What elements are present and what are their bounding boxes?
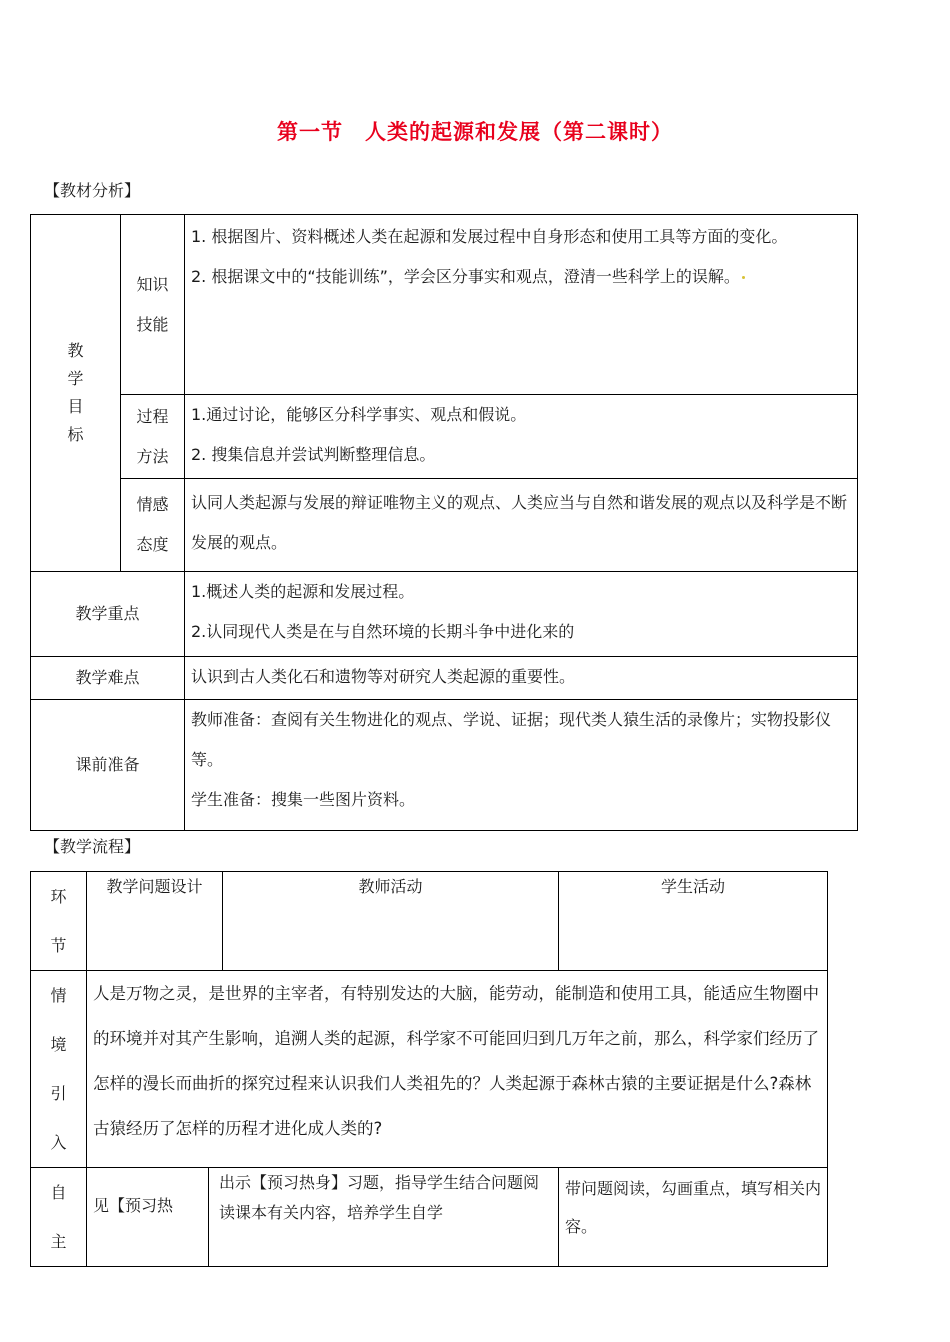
key-label: 教学重点 [31,572,185,657]
flow-table [30,871,828,1267]
prep-item: 学生准备：搜集一些图片资料。 [191,790,416,809]
intro-label: 情 境 引 入 [31,971,87,1168]
emotion-label: 情感 态度 [121,479,185,572]
knowledge-item: 1. 根据图片、资料概述人类在起源和发展过程中自身形态和使用工具等方面的变化。 [191,227,788,246]
header-teacher: 教师活动 [223,872,559,971]
difficulty-content: 认识到古人类化石和遗物等对研究人类起源的重要性。 [185,657,858,700]
header-student: 学生活动 [559,872,828,971]
self-label: 自 主 [31,1168,87,1267]
process-item: 2. 搜集信息并尝试判断整理信息。 [191,445,436,464]
page-title: 第一节 人类的起源和发展（第二课时） [277,120,673,144]
section-heading-analysis: 【教材分析】 [44,181,141,200]
self-student: 带问题阅读，勾画重点，填写相关内容。 [559,1168,828,1267]
prep-item: 教师准备：查阅有关生物进化的观点、学说、证据；现代类人猿生活的录像片；实物投影仪等。 [191,710,832,769]
self-design: 见【预习热 [87,1168,209,1267]
prep-content [185,700,858,831]
knowledge-item: 2. 根据课文中的“技能训练”，学会区分事实和观点，澄清一些科学上的误解。 [191,257,851,297]
intro-content: 人是万物之灵，是世界的主宰者，有特别发达的大脑，能劳动，能制造和使用工具，能适应生物圈中的环境并对其产生影响，追溯人类的起源，科学家不可能回归到几万年之前，那么，科学家们经历了怎样的漫长而曲折的探究过程来认识我们人类祖先的？人类起源于森林古猿的主要证据是什么?森林古猿经历了怎样的历程才进化成人类的? [87,971,828,1168]
key-item: 2.认同现代人类是在与自然环境的长期斗争中进化来的 [191,622,575,641]
difficulty-label: 教学难点 [31,657,185,700]
goal-label: 教 学 目 标 [31,215,121,572]
key-content [185,572,858,657]
emotion-content: 认同人类起源与发展的辩证唯物主义的观点、人类应当与自然和谐发展的观点以及科学是不断发展的观点。 [185,479,858,572]
key-item: 1.概述人类的起源和发展过程。 [191,582,415,601]
header-stage: 环 节 [31,872,87,971]
prep-label: 课前准备 [31,700,185,831]
analysis-table [30,214,858,831]
knowledge-label: 知识 技能 [121,215,185,395]
section-heading-flow: 【教学流程】 [44,837,141,856]
knowledge-content [185,215,858,395]
process-content [185,395,858,479]
header-design: 教学问题设计 [87,872,223,971]
self-teacher: 出示【预习热身】习题，指导学生结合问题阅读课本有关内容，培养学生自学 [209,1168,559,1267]
process-label: 过程 方法 [121,395,185,479]
process-item: 1.通过讨论，能够区分科学事实、观点和假说。 [191,405,527,424]
